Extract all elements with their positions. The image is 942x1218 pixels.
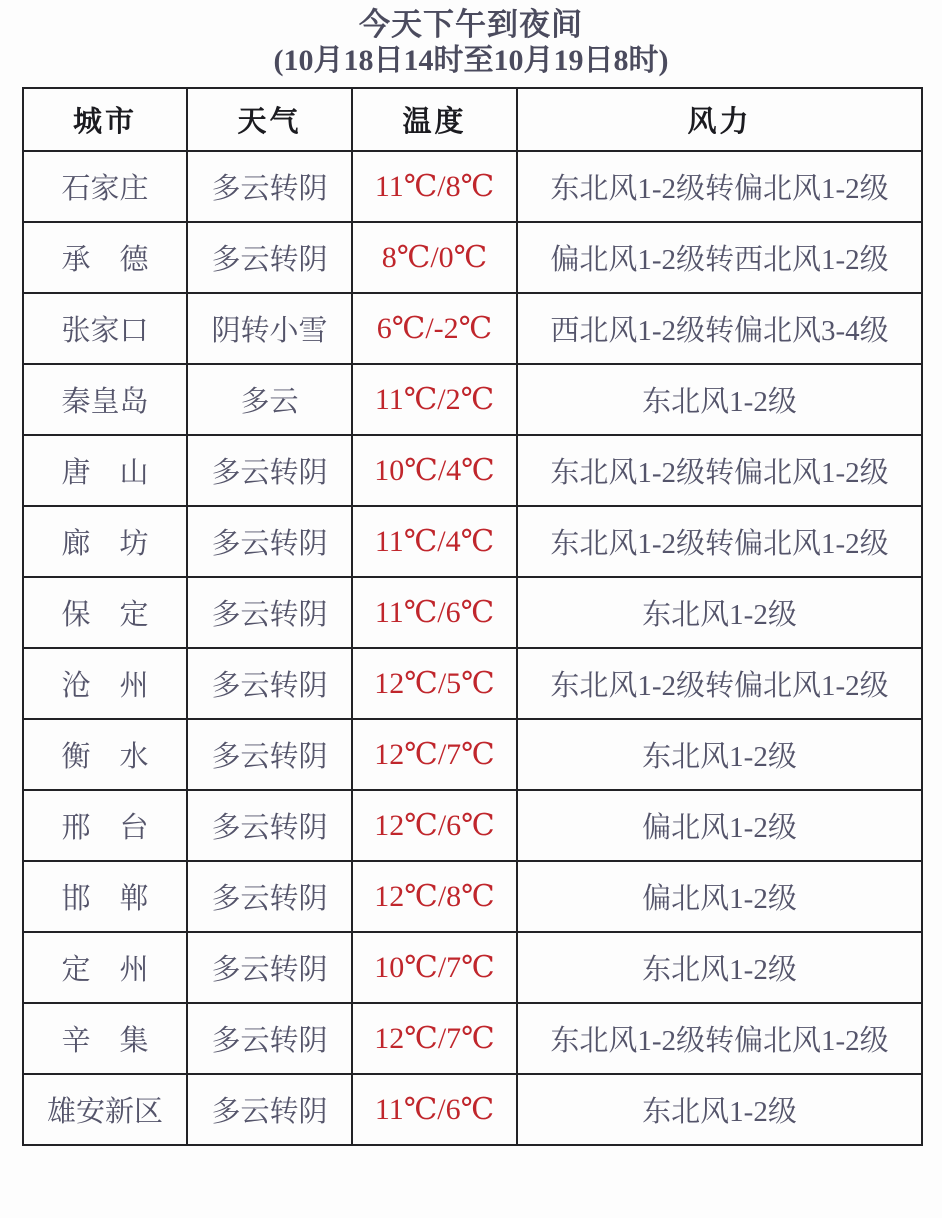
- city-cell: 沧 州: [23, 648, 187, 719]
- wind-cell: 东北风1-2级: [517, 577, 922, 648]
- wind-cell: 东北风1-2级转偏北风1-2级: [517, 506, 922, 577]
- table-row: [23, 222, 922, 293]
- table-row: [23, 719, 922, 790]
- table-header-row: [23, 88, 922, 151]
- wind-cell: 偏北风1-2级: [517, 861, 922, 932]
- temperature-cell: 12℃/8℃: [352, 861, 517, 932]
- city-cell: 衡 水: [23, 719, 187, 790]
- wind-cell: 偏北风1-2级: [517, 790, 922, 861]
- table-row: [23, 932, 922, 1003]
- wind-cell: 东北风1-2级: [517, 1074, 922, 1145]
- table-row: [23, 151, 922, 222]
- temperature-cell: 12℃/6℃: [352, 790, 517, 861]
- forecast-title: 今天下午到夜间: [359, 7, 583, 42]
- city-cell: 石家庄: [23, 151, 187, 222]
- wind-cell: 东北风1-2级转偏北风1-2级: [517, 151, 922, 222]
- temperature-cell: 12℃/7℃: [352, 719, 517, 790]
- column-header-temperature: 温度: [352, 88, 517, 151]
- temperature-cell: 10℃/4℃: [352, 435, 517, 506]
- city-cell: 保 定: [23, 577, 187, 648]
- city-cell: 邢 台: [23, 790, 187, 861]
- weather-cell: 多云转阴: [187, 577, 352, 648]
- wind-cell: 偏北风1-2级转西北风1-2级: [517, 222, 922, 293]
- table-row: [23, 435, 922, 506]
- city-cell: 廊 坊: [23, 506, 187, 577]
- table-row: [23, 293, 922, 364]
- temperature-cell: 12℃/7℃: [352, 1003, 517, 1074]
- temperature-cell: 11℃/8℃: [352, 151, 517, 222]
- city-cell: 辛 集: [23, 1003, 187, 1074]
- table-row: [23, 364, 922, 435]
- temperature-cell: 10℃/7℃: [352, 932, 517, 1003]
- weather-cell: 多云转阴: [187, 790, 352, 861]
- temperature-cell: 11℃/6℃: [352, 1074, 517, 1145]
- weather-cell: 多云转阴: [187, 506, 352, 577]
- wind-cell: 东北风1-2级: [517, 364, 922, 435]
- forecast-table: [22, 87, 923, 1146]
- weather-cell: 多云转阴: [187, 1074, 352, 1145]
- column-header-city: 城市: [23, 88, 187, 151]
- weather-cell: 多云转阴: [187, 719, 352, 790]
- table-row: [23, 577, 922, 648]
- wind-cell: 东北风1-2级转偏北风1-2级: [517, 648, 922, 719]
- table-row: [23, 648, 922, 719]
- temperature-cell: 6℃/-2℃: [352, 293, 517, 364]
- weather-cell: 多云转阴: [187, 1003, 352, 1074]
- table-row: [23, 1003, 922, 1074]
- forecast-period-subtitle: (10月18日14时至10月19日8时): [273, 44, 669, 77]
- column-header-weather: 天气: [187, 88, 352, 151]
- temperature-cell: 12℃/5℃: [352, 648, 517, 719]
- wind-cell: 东北风1-2级: [517, 719, 922, 790]
- weather-cell: 阴转小雪: [187, 293, 352, 364]
- weather-cell: 多云: [187, 364, 352, 435]
- temperature-cell: 11℃/2℃: [352, 364, 517, 435]
- city-cell: 雄安新区: [23, 1074, 187, 1145]
- weather-cell: 多云转阴: [187, 932, 352, 1003]
- wind-cell: 东北风1-2级转偏北风1-2级: [517, 435, 922, 506]
- weather-cell: 多云转阴: [187, 435, 352, 506]
- page-title-block: [0, 6, 942, 78]
- weather-cell: 多云转阴: [187, 151, 352, 222]
- wind-cell: 东北风1-2级: [517, 932, 922, 1003]
- table-row: [23, 861, 922, 932]
- city-cell: 定 州: [23, 932, 187, 1003]
- city-cell: 承 德: [23, 222, 187, 293]
- table-row: [23, 1074, 922, 1145]
- temperature-cell: 8℃/0℃: [352, 222, 517, 293]
- weather-cell: 多云转阴: [187, 648, 352, 719]
- temperature-cell: 11℃/6℃: [352, 577, 517, 648]
- weather-cell: 多云转阴: [187, 861, 352, 932]
- wind-cell: 西北风1-2级转偏北风3-4级: [517, 293, 922, 364]
- column-header-wind: 风力: [517, 88, 922, 151]
- table-row: [23, 506, 922, 577]
- city-cell: 邯 郸: [23, 861, 187, 932]
- table-row: [23, 790, 922, 861]
- city-cell: 唐 山: [23, 435, 187, 506]
- city-cell: 秦皇岛: [23, 364, 187, 435]
- wind-cell: 东北风1-2级转偏北风1-2级: [517, 1003, 922, 1074]
- city-cell: 张家口: [23, 293, 187, 364]
- weather-cell: 多云转阴: [187, 222, 352, 293]
- temperature-cell: 11℃/4℃: [352, 506, 517, 577]
